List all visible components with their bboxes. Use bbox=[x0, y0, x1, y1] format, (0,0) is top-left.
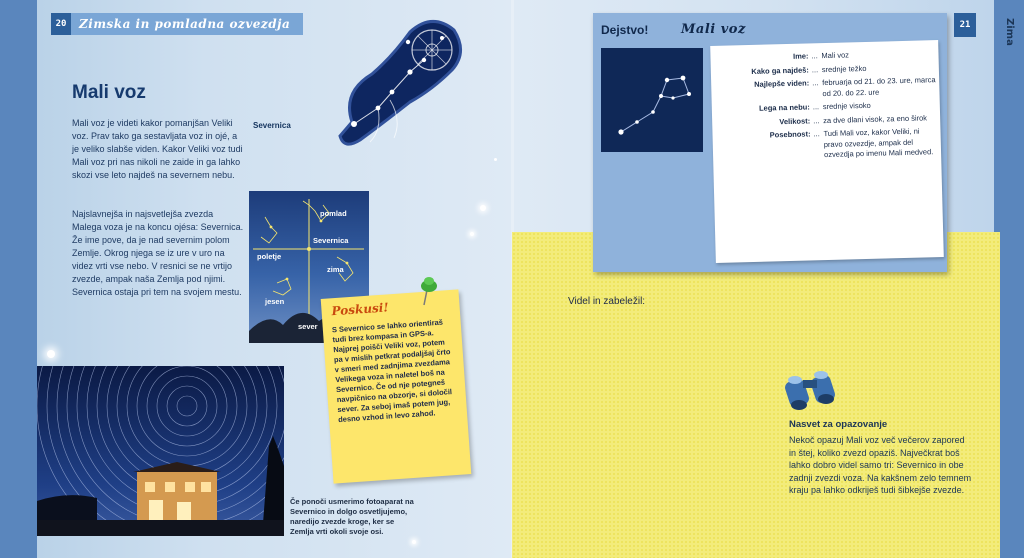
tip-text: Nekoč opazuj Mali voz več večerov zapored in štej, koliko zvezd opaziš. Največkrat boš lahko dobro videl samo tri: Severnico in obe zadnji zvezdi voza. Na kakšnem zelo temnem kraju pa lahko odkriješ tudi šibkejše zvezde. bbox=[789, 435, 972, 495]
sparkle-decoration bbox=[480, 205, 486, 211]
fact-dots: ... bbox=[813, 115, 820, 125]
fact-key: Ime: bbox=[792, 51, 809, 61]
fact-dots: ... bbox=[811, 64, 819, 74]
try-it-note bbox=[321, 289, 472, 483]
star-trails-photo bbox=[37, 366, 284, 536]
photo-caption: Če ponoči usmerimo fotoaparat na Severnico in dolgo osvetljujemo, naredijo zvezde kroge, ker se Zemlja vrti okoli svoje osi. bbox=[290, 497, 414, 536]
little-dipper-star-map bbox=[601, 48, 703, 152]
right-page-number: 21 bbox=[954, 13, 976, 37]
little-bear-constellation-illustration bbox=[282, 12, 472, 162]
tip-title: Nasvet za opazovanje bbox=[789, 419, 888, 430]
fact-key: Posebnost: bbox=[769, 129, 811, 140]
fact-row bbox=[712, 126, 941, 163]
sparkle-decoration bbox=[412, 540, 416, 544]
fact-value: Mali voz bbox=[821, 50, 850, 61]
sparkle-decoration bbox=[470, 232, 474, 236]
sky-label-winter: zima bbox=[327, 265, 344, 274]
note-title: Poskusi! bbox=[331, 300, 390, 319]
page-heading: Mali voz bbox=[72, 82, 146, 103]
sky-label-summer: poletje bbox=[257, 252, 282, 261]
polaris-label: Severnica bbox=[253, 121, 291, 130]
fact-sheet bbox=[710, 40, 944, 263]
fact-list bbox=[710, 48, 941, 166]
sky-label-spring: pomlad bbox=[320, 209, 347, 218]
sky-label-north: sever bbox=[298, 322, 318, 331]
fact-value: srednje težko bbox=[821, 63, 867, 74]
binoculars-icon bbox=[785, 368, 837, 412]
fact-value: srednje visoko bbox=[822, 100, 871, 112]
fact-key: Kako ga najdeš: bbox=[751, 64, 809, 76]
fact-key: Velikost: bbox=[779, 115, 811, 126]
sky-label-autumn: jesen bbox=[265, 297, 285, 306]
fact-card-label: Dejstvo! bbox=[601, 23, 649, 37]
chapter-title: Zimska in pomladna ozvezdja bbox=[79, 17, 291, 31]
sparkle-decoration bbox=[47, 350, 55, 358]
sparkle-decoration bbox=[494, 158, 497, 161]
pushpin-icon bbox=[418, 276, 440, 306]
fact-dots: ... bbox=[813, 129, 820, 139]
left-page-header bbox=[51, 13, 303, 35]
fact-value: Tudi Mali voz, kakor Veliki, ni pravo ozvezdje, ampak del ozvezdja po imenu Mali medved. bbox=[823, 126, 934, 160]
fact-dots: ... bbox=[812, 78, 819, 88]
fact-value: februarja od 21. do 23. ure, marca od 20. do 22. ure bbox=[822, 75, 936, 98]
fact-key: Najlepše viden: bbox=[754, 78, 810, 89]
intro-paragraph: Mali voz je videti kakor pomanjšan Veliki voz. Prav tako ga sestavljata voz in ojé, a je veliko slabše viden. Kakor Veliki voz tudi Mali voz pri nas nikoli ne zaide in ga lahko skozi vse leto najdeš na severnem nebu. bbox=[72, 118, 243, 180]
left-page-edge bbox=[0, 0, 37, 558]
note-text: S Severnico se lahko orientiraš tudi brez kompasa in GPS-a. Najprej poišči Veliki voz, potem pa v mislih petkrat podaljšaj črto v smeri med zadnjima zvezdama Velikega voza in naletel boš na Severnico. Če od nje potegneš navpičnico na obzorje, si določil sever. Za seboj imaš potem jug, desno vzhod in levo zahod. bbox=[331, 317, 453, 425]
fact-value: za dve dlani visok, za eno širok bbox=[823, 112, 928, 125]
fact-card bbox=[593, 13, 947, 272]
polaris-paragraph: Najslavnejša in najsvetlejša zvezda Malega voza je na koncu ojésa: Severnica. Že ime pove, da je nad severnim polom Zemlje. Okrog njega se iz ure v uro na videz vrti vse nebo. V resnici se ne vrtijo zvezde, ampak naša Zemlja pod njimi. Severnica ostaja pri tem na svojem mestu. bbox=[72, 209, 244, 297]
left-page-number: 20 bbox=[51, 13, 71, 35]
fact-key: Lega na nebu: bbox=[758, 102, 810, 113]
fact-dots: ... bbox=[811, 51, 818, 61]
fact-dots: ... bbox=[812, 102, 820, 112]
observed-label: Videl in zabeležil: bbox=[568, 296, 646, 307]
fact-card-title: Mali voz bbox=[681, 22, 746, 37]
sky-label-polaris: Severnica bbox=[313, 236, 349, 245]
notes-panel bbox=[512, 232, 1000, 558]
fact-row bbox=[711, 75, 939, 102]
season-tab-label: Zima bbox=[1004, 18, 1015, 46]
